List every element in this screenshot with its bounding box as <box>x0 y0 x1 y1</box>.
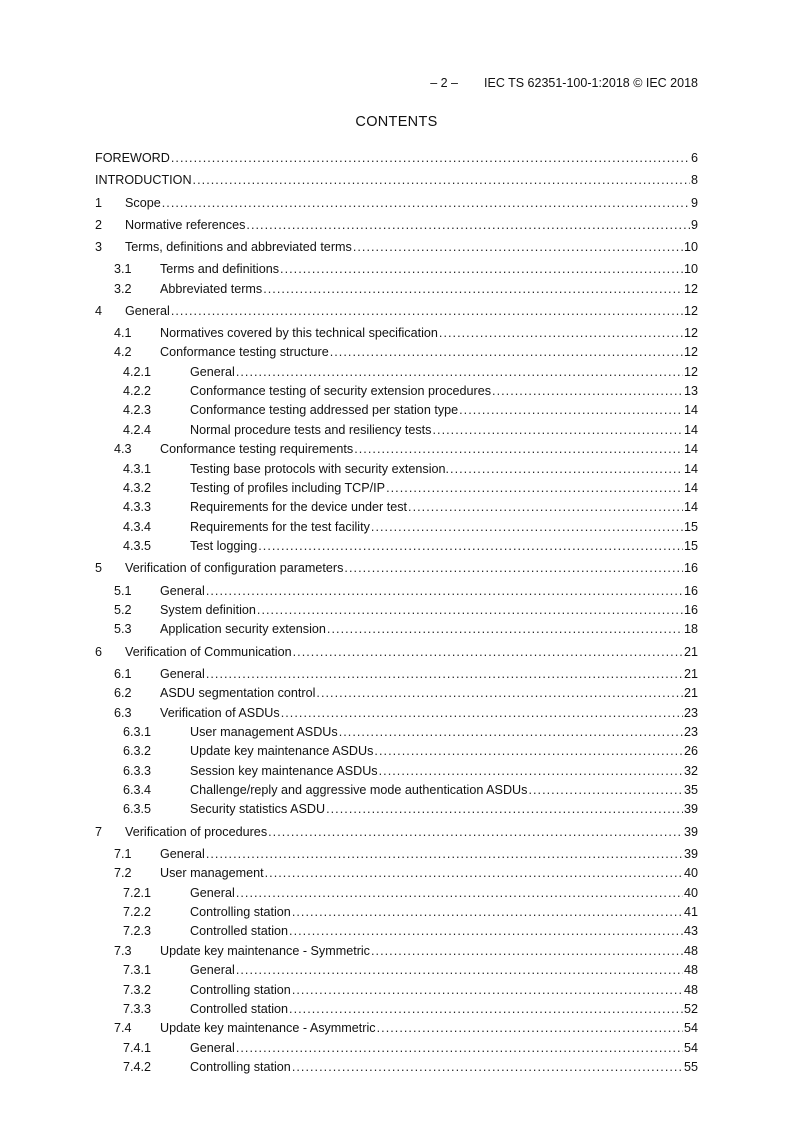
toc-entry[interactable] <box>95 921 698 940</box>
toc-entry-page: 48 <box>683 943 698 958</box>
toc-entry-number: 6 <box>95 644 103 659</box>
toc-entry-number: 7.3 <box>114 943 132 958</box>
dot-leader <box>386 480 683 496</box>
dot-leader <box>280 261 683 277</box>
toc-entry-title: General <box>190 364 235 379</box>
toc-entry-number: 5.1 <box>114 583 132 598</box>
dot-leader <box>316 685 683 701</box>
toc-entry[interactable] <box>95 619 698 638</box>
dot-leader <box>246 217 690 233</box>
toc-entry-number: 7.2 <box>114 866 132 881</box>
toc-entry-page: 43 <box>683 924 698 939</box>
toc-entry-number: 2 <box>95 217 103 232</box>
dot-leader <box>377 1020 683 1036</box>
dot-leader <box>289 923 683 939</box>
toc-entry[interactable] <box>95 192 698 211</box>
toc-entry-number: 6.1 <box>114 666 132 681</box>
dot-leader <box>374 743 683 759</box>
toc-entry-number: 4.3 <box>114 442 132 457</box>
dot-leader <box>408 499 683 515</box>
toc-entry[interactable] <box>95 641 698 660</box>
toc-entry-number: 4.3.4 <box>123 519 152 534</box>
toc-entry[interactable] <box>95 1057 698 1076</box>
toc-entry-title: Update key maintenance - Symmetric <box>160 943 370 958</box>
document-id: IEC TS 62351-100-1:2018 © IEC 2018 <box>484 76 698 90</box>
contents-title: CONTENTS <box>355 114 438 130</box>
toc-entry[interactable] <box>95 497 698 516</box>
dot-leader <box>330 344 683 360</box>
dot-leader <box>492 383 683 399</box>
toc-entry[interactable] <box>95 722 698 741</box>
toc-entry[interactable] <box>95 278 698 297</box>
dot-leader <box>236 364 683 380</box>
toc-entry-title: Terms and definitions <box>160 262 280 277</box>
toc-entry-number: 3 <box>95 239 103 254</box>
dot-leader <box>171 150 690 166</box>
toc-entry-title: INTRODUCTION <box>95 173 192 188</box>
toc-entry-number: 4.2.1 <box>123 364 152 379</box>
dot-leader <box>371 943 683 959</box>
toc-entry[interactable] <box>95 300 698 319</box>
toc-entry-number: 7.4 <box>114 1021 132 1036</box>
toc-entry-title: Requirements for the test facility <box>190 519 370 534</box>
toc-entry-title: Application security extension <box>160 622 326 637</box>
dot-leader <box>257 602 683 618</box>
toc-entry[interactable] <box>95 478 698 497</box>
toc-entry-title: Abbreviated terms <box>160 281 263 296</box>
toc-entry-number: 5 <box>95 561 103 576</box>
toc-entry-page: 12 <box>683 345 698 360</box>
toc-entry-number: 4.1 <box>114 325 132 340</box>
toc-entry[interactable] <box>95 148 698 167</box>
dot-leader <box>353 239 683 255</box>
toc-entry-page: 54 <box>683 1021 698 1036</box>
toc-entry-title: Test logging <box>190 539 258 554</box>
toc-entry[interactable] <box>95 940 698 959</box>
toc-entry-title: User management <box>160 866 264 881</box>
toc-entry[interactable] <box>95 237 698 256</box>
dot-leader <box>206 846 683 862</box>
dot-leader <box>236 885 683 901</box>
dot-leader <box>339 724 683 740</box>
toc-entry[interactable] <box>95 702 698 721</box>
toc-entry-title: FOREWORD <box>95 151 170 166</box>
dot-leader <box>281 705 683 721</box>
toc-entry[interactable] <box>95 600 698 619</box>
toc-entry-page: 21 <box>683 666 698 681</box>
toc-entry-page: 48 <box>683 982 698 997</box>
dot-leader <box>432 422 683 438</box>
toc-entry-number: 7.2.1 <box>123 885 152 900</box>
toc-entry-number: 4.2 <box>114 345 132 360</box>
toc-entry[interactable] <box>95 663 698 682</box>
toc-entry-page: 10 <box>683 262 698 277</box>
toc-entry-title: Controlling station <box>190 982 291 997</box>
toc-entry-title: Challenge/reply and aggressive mode authentication ASDUs <box>190 783 528 798</box>
toc-entry[interactable] <box>95 960 698 979</box>
dot-leader <box>289 1001 683 1017</box>
toc-entry-page: 55 <box>683 1060 698 1075</box>
toc-entry-title: Normatives covered by this technical specification <box>160 325 438 340</box>
toc-entry-title: General <box>160 666 205 681</box>
toc-entry-page: 14 <box>683 422 698 437</box>
toc-entry-page: 15 <box>683 539 698 554</box>
toc-entry-title: General <box>190 963 235 978</box>
toc-entry-page: 8 <box>690 173 698 188</box>
toc-entry-number: 7.2.3 <box>123 924 152 939</box>
dot-leader <box>193 172 690 188</box>
toc-entry-number: 6.3.4 <box>123 783 152 798</box>
toc-entry[interactable] <box>95 381 698 400</box>
toc-entry-number: 3.1 <box>114 262 132 277</box>
toc-entry-title: System definition <box>160 602 256 617</box>
toc-entry-page: 40 <box>683 866 698 881</box>
toc-entry-number: 4.3.3 <box>123 500 152 515</box>
dot-leader <box>236 962 683 978</box>
dot-leader <box>268 824 683 840</box>
toc-entry-title: Controlling station <box>190 1060 291 1075</box>
toc-entry-number: 7.4.1 <box>123 1040 152 1055</box>
toc-entry-number: 6.2 <box>114 686 132 701</box>
dot-leader <box>327 621 683 637</box>
toc-entry-number: 7.4.2 <box>123 1060 152 1075</box>
toc-entry-title: Verification of Communication <box>125 644 292 659</box>
dot-leader <box>459 402 683 418</box>
toc-entry-page: 16 <box>683 602 698 617</box>
toc-entry-title: Controlling station <box>190 905 291 919</box>
toc-entry-number: 4 <box>95 303 103 318</box>
toc-entry-page: 13 <box>683 384 698 399</box>
dot-leader <box>439 325 683 341</box>
toc-entry[interactable] <box>95 170 698 189</box>
toc-entry[interactable] <box>95 259 698 278</box>
toc-entry-title: Conformance testing structure <box>160 345 329 360</box>
toc-entry-page: 14 <box>683 500 698 515</box>
toc-entry-number: 7.1 <box>114 846 132 861</box>
toc-entry[interactable] <box>95 999 698 1018</box>
toc-entry[interactable] <box>95 516 698 535</box>
toc-entry-title: Conformance testing addressed per station type <box>190 403 459 418</box>
toc-entry-number: 1 <box>95 195 103 210</box>
toc-entry[interactable] <box>95 419 698 438</box>
dot-leader <box>258 538 683 554</box>
toc-entry-title: ASDU segmentation control <box>160 686 316 701</box>
dot-leader <box>265 865 683 881</box>
toc-entry-page: 16 <box>683 561 698 576</box>
toc-entry-page: 12 <box>683 281 698 296</box>
toc-entry-title: Update key maintenance - Asymmetric <box>160 1021 376 1036</box>
toc-entry-page: 21 <box>683 644 698 659</box>
toc-entry-number: 4.2.4 <box>123 422 152 437</box>
toc-entry-page: 16 <box>683 583 698 598</box>
toc-entry[interactable] <box>95 1018 698 1037</box>
toc-entry[interactable] <box>95 780 698 799</box>
toc-entry-number: 7.3.2 <box>123 982 152 997</box>
page-number: – 2 – <box>430 76 459 90</box>
toc-entry[interactable] <box>95 1037 698 1056</box>
toc-entry-page: 52 <box>683 1001 698 1016</box>
toc-entry-page: 14 <box>683 403 698 418</box>
toc-entry[interactable] <box>95 882 698 901</box>
toc-entry[interactable] <box>95 760 698 779</box>
toc-entry-title: Testing base protocols with security extension. <box>190 461 450 476</box>
toc-entry[interactable] <box>95 323 698 342</box>
toc-entry-page: 14 <box>683 442 698 457</box>
dot-leader <box>371 519 683 535</box>
toc-entry-title: Normative references <box>125 217 246 232</box>
toc-entry-title: Terms, definitions and abbreviated terms <box>125 239 352 254</box>
dot-leader <box>528 782 683 798</box>
toc-entry-number: 7.3.1 <box>123 963 152 978</box>
toc-entry[interactable] <box>95 439 698 458</box>
dot-leader <box>292 982 683 998</box>
toc-entry-page: 54 <box>683 1040 698 1055</box>
dot-leader <box>206 666 683 682</box>
toc-entry[interactable] <box>95 683 698 702</box>
dot-leader <box>450 461 683 477</box>
toc-entry-page: 9 <box>690 217 698 232</box>
toc-entry-page: 9 <box>690 195 698 210</box>
toc-entry-title: Controlled station <box>190 924 289 939</box>
toc-entry-page: 12 <box>683 325 698 340</box>
page-header <box>430 76 698 90</box>
toc-entry[interactable] <box>95 400 698 419</box>
toc-entry-page: 39 <box>683 802 698 817</box>
toc-entry[interactable] <box>95 536 698 555</box>
dot-leader <box>206 583 683 599</box>
dot-leader <box>292 1059 683 1075</box>
dot-leader <box>292 904 683 920</box>
toc-entry-title: Normal procedure tests and resiliency tests <box>190 422 432 437</box>
toc-entry-number: 6.3 <box>114 705 132 720</box>
dot-leader <box>354 441 683 457</box>
toc-entry[interactable] <box>95 214 698 233</box>
toc-entry-title: General <box>160 583 205 598</box>
toc-entry-page: 6 <box>690 151 698 166</box>
toc-entry-page: 40 <box>683 885 698 900</box>
toc-entry-number: 3.2 <box>114 281 132 296</box>
toc-entry-page: 12 <box>683 303 698 318</box>
toc-entry[interactable] <box>95 902 698 921</box>
toc-entry-page: 41 <box>683 905 698 919</box>
toc-entry-title: Verification of ASDUs <box>160 705 280 720</box>
toc-entry[interactable] <box>95 580 698 599</box>
toc-entry-title: Verification of procedures <box>125 824 268 839</box>
toc-entry-number: 6.3.3 <box>123 763 152 778</box>
toc-entry-title: Requirements for the device under test <box>190 500 408 515</box>
toc-entry-number: 5.3 <box>114 622 132 637</box>
toc-entry-title: Security statistics ASDU <box>190 802 326 817</box>
toc-entry-title: General <box>190 885 235 900</box>
toc-entry-page: 10 <box>683 239 698 254</box>
toc-entry[interactable] <box>95 558 698 577</box>
toc-entry-title: User management ASDUs <box>190 724 338 739</box>
dot-leader <box>326 801 683 817</box>
dot-leader <box>236 1040 683 1056</box>
toc-entry-number: 4.2.2 <box>123 384 152 399</box>
toc-entry-title: Update key maintenance ASDUs <box>190 744 374 759</box>
toc-entry-title: Scope <box>125 195 161 210</box>
toc-entry-title: General <box>125 303 170 318</box>
toc-entry[interactable] <box>95 863 698 882</box>
toc-entry-number: 4.3.2 <box>123 481 152 496</box>
toc-entry-page: 21 <box>683 686 698 701</box>
toc-entry-title: General <box>190 1040 235 1055</box>
toc-entry-title: General <box>160 846 205 861</box>
toc-entry-page: 18 <box>683 622 698 637</box>
toc-entry-title: Conformance testing requirements <box>160 442 354 457</box>
toc-entry-page: 39 <box>683 824 698 839</box>
toc-entry[interactable] <box>95 458 698 477</box>
toc-entry[interactable] <box>95 342 698 361</box>
toc-entry-page: 14 <box>683 481 698 496</box>
table-of-contents <box>95 145 698 1076</box>
dot-leader <box>171 303 683 319</box>
dot-leader <box>162 195 690 211</box>
toc-entry-number: 7.3.3 <box>123 1001 152 1016</box>
toc-entry-page: 23 <box>683 705 698 720</box>
toc-entry-number: 4.2.3 <box>123 403 152 418</box>
toc-entry-number: 6.3.1 <box>123 724 152 739</box>
toc-entry-title: Conformance testing of security extension procedures <box>190 384 492 399</box>
dot-leader <box>344 560 683 576</box>
toc-entry-page: 26 <box>683 744 698 759</box>
toc-entry[interactable] <box>95 799 698 818</box>
toc-entry-number: 4.3.1 <box>123 461 152 476</box>
toc-entry-number: 7 <box>95 824 103 839</box>
toc-entry[interactable] <box>95 843 698 862</box>
toc-entry-title: Testing of profiles including TCP/IP <box>190 481 386 496</box>
toc-entry-number: 7.2.2 <box>123 905 152 919</box>
toc-entry[interactable] <box>95 741 698 760</box>
toc-entry-number: 6.3.5 <box>123 802 152 817</box>
dot-leader <box>379 763 683 779</box>
toc-entry-page: 15 <box>683 519 698 534</box>
toc-entry-title: Verification of configuration parameters <box>125 561 344 576</box>
toc-entry-page: 14 <box>683 461 698 476</box>
toc-entry-number: 6.3.2 <box>123 744 152 759</box>
dot-leader <box>263 281 683 297</box>
toc-entry[interactable] <box>95 361 698 380</box>
toc-entry-number: 4.3.5 <box>123 539 152 554</box>
toc-entry-title: Session key maintenance ASDUs <box>190 763 378 778</box>
toc-entry-page: 23 <box>683 724 698 739</box>
toc-entry[interactable] <box>95 821 698 840</box>
toc-entry-page: 12 <box>683 364 698 379</box>
toc-entry-page: 35 <box>683 783 698 798</box>
toc-entry[interactable] <box>95 979 698 998</box>
dot-leader <box>293 644 683 660</box>
toc-entry-page: 39 <box>683 846 698 861</box>
toc-entry-page: 32 <box>683 763 698 778</box>
toc-entry-title: Controlled station <box>190 1001 289 1016</box>
toc-entry-number: 5.2 <box>114 602 132 617</box>
toc-entry-page: 48 <box>683 963 698 978</box>
